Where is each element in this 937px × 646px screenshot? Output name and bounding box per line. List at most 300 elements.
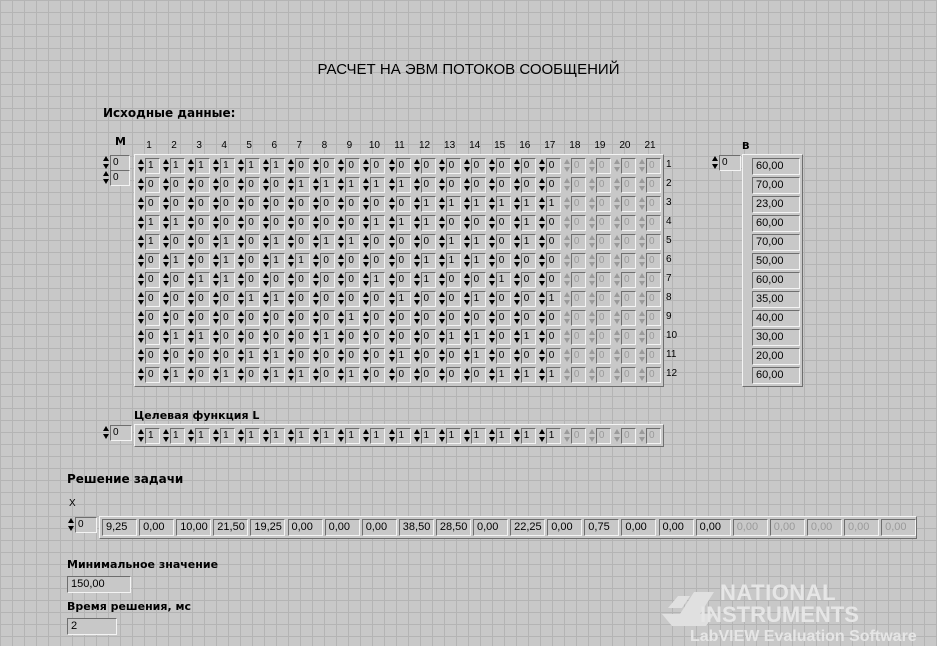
cell-value[interactable]: 0: [396, 158, 411, 174]
spinner-icon[interactable]: [413, 196, 420, 212]
cell-value[interactable]: 0: [496, 234, 511, 250]
numeric-cell[interactable]: [613, 158, 636, 174]
numeric-cell[interactable]: [538, 158, 561, 174]
spinner-icon[interactable]: [538, 367, 545, 383]
spinner-icon[interactable]: [638, 310, 645, 326]
cell-value[interactable]: 0: [446, 215, 461, 231]
spinner-icon[interactable]: [287, 177, 294, 193]
cell-value[interactable]: 0: [345, 291, 360, 307]
numeric-cell[interactable]: [262, 428, 285, 444]
spinner-icon[interactable]: [588, 196, 595, 212]
spinner-icon[interactable]: [638, 234, 645, 250]
numeric-cell[interactable]: [563, 272, 586, 288]
numeric-cell[interactable]: [287, 177, 310, 193]
cell-value[interactable]: 0: [596, 215, 611, 231]
cell-value[interactable]: 0: [546, 234, 561, 250]
cell-value[interactable]: 0: [471, 310, 486, 326]
numeric-cell[interactable]: [212, 234, 235, 250]
spinner-icon[interactable]: [488, 310, 495, 326]
spinner-icon[interactable]: [438, 215, 445, 231]
spinner-icon[interactable]: [102, 170, 109, 186]
spinner-icon[interactable]: [638, 367, 645, 383]
cell-value[interactable]: 0: [446, 348, 461, 364]
cell-value[interactable]: 0: [421, 158, 436, 174]
spinner-icon[interactable]: [187, 215, 194, 231]
numeric-cell[interactable]: [438, 177, 461, 193]
numeric-cell[interactable]: [613, 428, 636, 444]
spinner-icon[interactable]: [588, 158, 595, 174]
numeric-cell[interactable]: [638, 348, 661, 364]
cell-value[interactable]: 0: [320, 272, 335, 288]
spinner-icon[interactable]: [187, 291, 194, 307]
spinner-icon[interactable]: [388, 253, 395, 269]
spinner-icon[interactable]: [613, 253, 620, 269]
spinner-icon[interactable]: [187, 253, 194, 269]
spinner-icon[interactable]: [413, 367, 420, 383]
cell-value[interactable]: 0: [396, 253, 411, 269]
numeric-cell[interactable]: [162, 196, 185, 212]
spinner-icon[interactable]: [513, 367, 520, 383]
spinner-icon[interactable]: [413, 348, 420, 364]
spinner-icon[interactable]: [413, 291, 420, 307]
numeric-cell[interactable]: [137, 196, 160, 212]
cell-value[interactable]: 0: [270, 310, 285, 326]
spinner-icon[interactable]: [337, 367, 344, 383]
numeric-cell[interactable]: [513, 196, 536, 212]
numeric-cell[interactable]: [287, 367, 310, 383]
numeric-cell[interactable]: [538, 329, 561, 345]
spinner-icon[interactable]: [137, 196, 144, 212]
spinner-icon[interactable]: [613, 329, 620, 345]
cell-value[interactable]: 0: [245, 329, 260, 345]
cell-value[interactable]: 1: [270, 234, 285, 250]
cell-value[interactable]: 0: [170, 272, 185, 288]
numeric-cell[interactable]: [237, 291, 260, 307]
spinner-icon[interactable]: [638, 158, 645, 174]
cell-value[interactable]: 1: [370, 215, 385, 231]
spinner-icon[interactable]: [187, 329, 194, 345]
spinner-icon[interactable]: [262, 310, 269, 326]
spinner-icon[interactable]: [362, 428, 369, 444]
spinner-icon[interactable]: [162, 367, 169, 383]
numeric-cell[interactable]: [488, 291, 511, 307]
spinner-icon[interactable]: [638, 253, 645, 269]
spinner-icon[interactable]: [463, 177, 470, 193]
spinner-icon[interactable]: [463, 272, 470, 288]
numeric-cell[interactable]: [413, 158, 436, 174]
spinner-icon[interactable]: [538, 272, 545, 288]
numeric-cell[interactable]: [438, 215, 461, 231]
numeric-cell[interactable]: [312, 215, 335, 231]
cell-value[interactable]: 0: [421, 367, 436, 383]
numeric-cell[interactable]: [438, 234, 461, 250]
cell-value[interactable]: 1: [396, 291, 411, 307]
objective-index-value[interactable]: 0: [110, 425, 132, 441]
cell-value[interactable]: 1: [496, 428, 511, 444]
spinner-icon[interactable]: [563, 177, 570, 193]
cell-value[interactable]: 1: [220, 234, 235, 250]
cell-value[interactable]: 0: [295, 196, 310, 212]
m-row-index[interactable]: [102, 155, 130, 171]
spinner-icon[interactable]: [413, 272, 420, 288]
spinner-icon[interactable]: [538, 177, 545, 193]
numeric-cell[interactable]: [212, 329, 235, 345]
cell-value[interactable]: 1: [345, 310, 360, 326]
numeric-cell[interactable]: [137, 348, 160, 364]
cell-value[interactable]: 0: [370, 234, 385, 250]
numeric-cell[interactable]: [362, 329, 385, 345]
numeric-cell[interactable]: [638, 196, 661, 212]
spinner-icon[interactable]: [638, 196, 645, 212]
cell-value[interactable]: 1: [370, 428, 385, 444]
numeric-cell[interactable]: [538, 253, 561, 269]
cell-value[interactable]: 0: [621, 310, 636, 326]
cell-value[interactable]: 0: [496, 158, 511, 174]
numeric-cell[interactable]: [362, 428, 385, 444]
spinner-icon[interactable]: [162, 428, 169, 444]
cell-value[interactable]: 1: [270, 367, 285, 383]
cell-value[interactable]: 0: [446, 177, 461, 193]
spinner-icon[interactable]: [287, 329, 294, 345]
numeric-cell[interactable]: [488, 215, 511, 231]
cell-value[interactable]: 1: [521, 329, 536, 345]
numeric-cell[interactable]: [488, 272, 511, 288]
cell-value[interactable]: 0: [396, 196, 411, 212]
spinner-icon[interactable]: [102, 155, 109, 171]
spinner-icon[interactable]: [438, 310, 445, 326]
numeric-cell[interactable]: [388, 215, 411, 231]
numeric-cell[interactable]: [262, 253, 285, 269]
cell-value[interactable]: 0: [421, 291, 436, 307]
numeric-cell[interactable]: [488, 367, 511, 383]
cell-value[interactable]: 0: [471, 272, 486, 288]
spinner-icon[interactable]: [413, 177, 420, 193]
numeric-cell[interactable]: [563, 348, 586, 364]
cell-value[interactable]: 0: [245, 177, 260, 193]
cell-value[interactable]: 0: [295, 310, 310, 326]
numeric-cell[interactable]: [212, 291, 235, 307]
cell-value[interactable]: 1: [521, 196, 536, 212]
numeric-cell[interactable]: [212, 196, 235, 212]
cell-value[interactable]: 0: [270, 329, 285, 345]
numeric-cell[interactable]: [237, 177, 260, 193]
cell-value[interactable]: 1: [521, 367, 536, 383]
cell-value[interactable]: 0: [195, 215, 210, 231]
cell-value[interactable]: 0: [496, 215, 511, 231]
spinner-icon[interactable]: [388, 158, 395, 174]
spinner-icon[interactable]: [588, 291, 595, 307]
numeric-cell[interactable]: [187, 196, 210, 212]
spinner-icon[interactable]: [588, 367, 595, 383]
cell-value[interactable]: 0: [195, 367, 210, 383]
cell-value[interactable]: 0: [295, 329, 310, 345]
cell-value[interactable]: 0: [546, 158, 561, 174]
spinner-icon[interactable]: [538, 196, 545, 212]
cell-value[interactable]: 1: [195, 158, 210, 174]
numeric-cell[interactable]: [638, 272, 661, 288]
spinner-icon[interactable]: [438, 291, 445, 307]
spinner-icon[interactable]: [337, 177, 344, 193]
spinner-icon[interactable]: [162, 348, 169, 364]
cell-value[interactable]: 1: [546, 367, 561, 383]
cell-value[interactable]: 0: [320, 158, 335, 174]
cell-value[interactable]: 1: [145, 234, 160, 250]
spinner-icon[interactable]: [413, 329, 420, 345]
cell-value[interactable]: 0: [596, 234, 611, 250]
spinner-icon[interactable]: [212, 158, 219, 174]
spinner-icon[interactable]: [488, 367, 495, 383]
numeric-cell[interactable]: [337, 310, 360, 326]
spinner-icon[interactable]: [212, 310, 219, 326]
spinner-icon[interactable]: [362, 310, 369, 326]
spinner-icon[interactable]: [613, 272, 620, 288]
cell-value[interactable]: 0: [220, 310, 235, 326]
numeric-cell[interactable]: [638, 428, 661, 444]
numeric-cell[interactable]: [513, 428, 536, 444]
cell-value[interactable]: 1: [521, 215, 536, 231]
numeric-cell[interactable]: [287, 428, 310, 444]
spinner-icon[interactable]: [488, 348, 495, 364]
spinner-icon[interactable]: [237, 348, 244, 364]
cell-value[interactable]: 0: [396, 272, 411, 288]
cell-value[interactable]: 1: [170, 329, 185, 345]
cell-value[interactable]: 0: [370, 196, 385, 212]
cell-value[interactable]: 0: [195, 310, 210, 326]
numeric-cell[interactable]: [588, 329, 611, 345]
numeric-cell[interactable]: [262, 177, 285, 193]
numeric-cell[interactable]: [438, 196, 461, 212]
cell-value[interactable]: 0: [345, 196, 360, 212]
numeric-cell[interactable]: [413, 367, 436, 383]
cell-value[interactable]: 0: [571, 177, 586, 193]
cell-value[interactable]: 0: [496, 329, 511, 345]
cell-value[interactable]: 0: [446, 310, 461, 326]
numeric-cell[interactable]: [588, 234, 611, 250]
cell-value[interactable]: 0: [571, 158, 586, 174]
spinner-icon[interactable]: [588, 234, 595, 250]
spinner-icon[interactable]: [438, 177, 445, 193]
cell-value[interactable]: 1: [295, 253, 310, 269]
spinner-icon[interactable]: [162, 158, 169, 174]
spinner-icon[interactable]: [337, 329, 344, 345]
spinner-icon[interactable]: [613, 291, 620, 307]
spinner-icon[interactable]: [513, 234, 520, 250]
cell-value[interactable]: 0: [446, 367, 461, 383]
cell-value[interactable]: 1: [245, 158, 260, 174]
numeric-cell[interactable]: [613, 234, 636, 250]
spinner-icon[interactable]: [513, 196, 520, 212]
spinner-icon[interactable]: [588, 348, 595, 364]
cell-value[interactable]: 1: [270, 158, 285, 174]
cell-value[interactable]: 0: [596, 272, 611, 288]
cell-value[interactable]: 0: [571, 215, 586, 231]
numeric-cell[interactable]: [613, 310, 636, 326]
cell-value[interactable]: 0: [596, 291, 611, 307]
cell-value[interactable]: 0: [421, 234, 436, 250]
numeric-cell[interactable]: [488, 329, 511, 345]
cell-value[interactable]: 0: [295, 272, 310, 288]
numeric-cell[interactable]: [588, 428, 611, 444]
cell-value[interactable]: 0: [496, 253, 511, 269]
numeric-cell[interactable]: [613, 196, 636, 212]
spinner-icon[interactable]: [488, 272, 495, 288]
cell-value[interactable]: 0: [170, 348, 185, 364]
spinner-icon[interactable]: [538, 329, 545, 345]
cell-value[interactable]: 0: [621, 215, 636, 231]
numeric-cell[interactable]: [538, 428, 561, 444]
cell-value[interactable]: 0: [571, 272, 586, 288]
cell-value[interactable]: 0: [320, 253, 335, 269]
cell-value[interactable]: 0: [596, 348, 611, 364]
cell-value[interactable]: 0: [170, 234, 185, 250]
spinner-icon[interactable]: [312, 158, 319, 174]
numeric-cell[interactable]: [463, 329, 486, 345]
spinner-icon[interactable]: [212, 329, 219, 345]
cell-value[interactable]: 1: [421, 253, 436, 269]
numeric-cell[interactable]: [262, 348, 285, 364]
cell-value[interactable]: 1: [396, 348, 411, 364]
spinner-icon[interactable]: [513, 428, 520, 444]
spinner-icon[interactable]: [513, 329, 520, 345]
numeric-cell[interactable]: [337, 291, 360, 307]
cell-value[interactable]: 1: [320, 428, 335, 444]
cell-value[interactable]: 1: [270, 253, 285, 269]
cell-value[interactable]: 1: [295, 367, 310, 383]
cell-value[interactable]: 0: [320, 215, 335, 231]
cell-value[interactable]: 0: [195, 253, 210, 269]
numeric-cell[interactable]: [287, 215, 310, 231]
numeric-cell[interactable]: [413, 428, 436, 444]
cell-value[interactable]: 1: [245, 291, 260, 307]
spinner-icon[interactable]: [237, 367, 244, 383]
numeric-cell[interactable]: [262, 291, 285, 307]
spinner-icon[interactable]: [588, 253, 595, 269]
numeric-cell[interactable]: [413, 177, 436, 193]
numeric-cell[interactable]: [613, 291, 636, 307]
numeric-cell[interactable]: [312, 367, 335, 383]
cell-value[interactable]: 0: [546, 253, 561, 269]
spinner-icon[interactable]: [362, 329, 369, 345]
cell-value[interactable]: 1: [521, 234, 536, 250]
spinner-icon[interactable]: [237, 310, 244, 326]
cell-value[interactable]: 0: [571, 329, 586, 345]
spinner-icon[interactable]: [187, 158, 194, 174]
cell-value[interactable]: 1: [421, 215, 436, 231]
cell-value[interactable]: 0: [521, 177, 536, 193]
spinner-icon[interactable]: [137, 272, 144, 288]
numeric-cell[interactable]: [538, 367, 561, 383]
numeric-cell[interactable]: [337, 329, 360, 345]
numeric-cell[interactable]: [488, 348, 511, 364]
numeric-cell[interactable]: [388, 367, 411, 383]
spinner-icon[interactable]: [563, 272, 570, 288]
spinner-icon[interactable]: [137, 348, 144, 364]
cell-value[interactable]: 0: [245, 367, 260, 383]
cell-value[interactable]: 1: [546, 196, 561, 212]
spinner-icon[interactable]: [388, 329, 395, 345]
cell-value[interactable]: 0: [521, 272, 536, 288]
cell-value[interactable]: 0: [421, 310, 436, 326]
spinner-icon[interactable]: [187, 196, 194, 212]
spinner-icon[interactable]: [312, 348, 319, 364]
spinner-icon[interactable]: [513, 348, 520, 364]
cell-value[interactable]: 1: [471, 234, 486, 250]
spinner-icon[interactable]: [262, 234, 269, 250]
b-index[interactable]: [711, 155, 741, 171]
cell-value[interactable]: 0: [245, 196, 260, 212]
cell-value[interactable]: 0: [496, 291, 511, 307]
numeric-cell[interactable]: [137, 177, 160, 193]
numeric-cell[interactable]: [187, 215, 210, 231]
spinner-icon[interactable]: [262, 272, 269, 288]
spinner-icon[interactable]: [337, 234, 344, 250]
spinner-icon[interactable]: [287, 158, 294, 174]
spinner-icon[interactable]: [413, 428, 420, 444]
numeric-cell[interactable]: [463, 177, 486, 193]
spinner-icon[interactable]: [362, 196, 369, 212]
cell-value[interactable]: 1: [370, 272, 385, 288]
numeric-cell[interactable]: [463, 253, 486, 269]
cell-value[interactable]: 0: [446, 158, 461, 174]
numeric-cell[interactable]: [588, 291, 611, 307]
spinner-icon[interactable]: [137, 177, 144, 193]
cell-value[interactable]: 0: [596, 158, 611, 174]
numeric-cell[interactable]: [638, 177, 661, 193]
cell-value[interactable]: 0: [195, 291, 210, 307]
numeric-cell[interactable]: [337, 215, 360, 231]
numeric-cell[interactable]: [162, 234, 185, 250]
numeric-cell[interactable]: [388, 234, 411, 250]
spinner-icon[interactable]: [388, 367, 395, 383]
numeric-cell[interactable]: [563, 310, 586, 326]
cell-value[interactable]: 0: [546, 177, 561, 193]
spinner-icon[interactable]: [362, 272, 369, 288]
cell-value[interactable]: 0: [145, 348, 160, 364]
spinner-icon[interactable]: [488, 196, 495, 212]
numeric-cell[interactable]: [312, 329, 335, 345]
spinner-icon[interactable]: [362, 367, 369, 383]
spinner-icon[interactable]: [588, 329, 595, 345]
spinner-icon[interactable]: [237, 253, 244, 269]
numeric-cell[interactable]: [513, 177, 536, 193]
spinner-icon[interactable]: [262, 348, 269, 364]
numeric-cell[interactable]: [237, 348, 260, 364]
spinner-icon[interactable]: [212, 272, 219, 288]
numeric-cell[interactable]: [187, 253, 210, 269]
cell-value[interactable]: 0: [646, 291, 661, 307]
numeric-cell[interactable]: [388, 272, 411, 288]
cell-value[interactable]: 0: [621, 196, 636, 212]
spinner-icon[interactable]: [187, 310, 194, 326]
cell-value[interactable]: 0: [646, 234, 661, 250]
numeric-cell[interactable]: [463, 215, 486, 231]
spinner-icon[interactable]: [187, 234, 194, 250]
numeric-cell[interactable]: [638, 291, 661, 307]
spinner-icon[interactable]: [513, 253, 520, 269]
spinner-icon[interactable]: [312, 215, 319, 231]
spinner-icon[interactable]: [312, 177, 319, 193]
spinner-icon[interactable]: [438, 253, 445, 269]
cell-value[interactable]: 0: [170, 310, 185, 326]
spinner-icon[interactable]: [588, 272, 595, 288]
spinner-icon[interactable]: [463, 253, 470, 269]
numeric-cell[interactable]: [162, 291, 185, 307]
spinner-icon[interactable]: [488, 428, 495, 444]
spinner-icon[interactable]: [187, 177, 194, 193]
spinner-icon[interactable]: [638, 329, 645, 345]
cell-value[interactable]: 0: [621, 234, 636, 250]
spinner-icon[interactable]: [137, 253, 144, 269]
